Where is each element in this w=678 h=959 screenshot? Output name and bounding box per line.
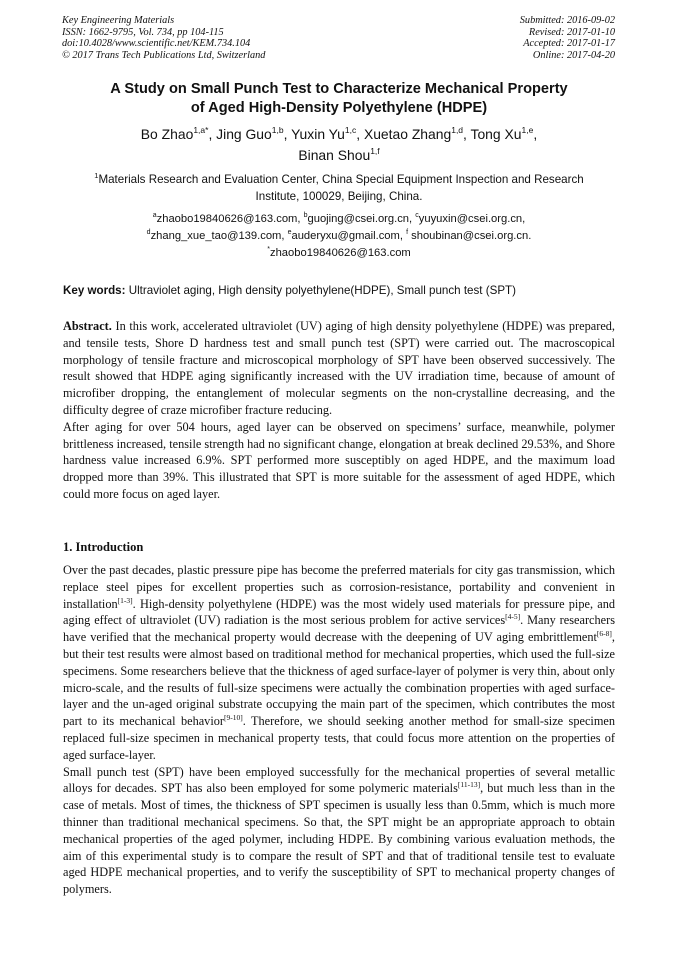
intro-paragraph-1 (63, 562, 615, 764)
abstract-label: Abstract. (63, 319, 112, 333)
email-address[interactable]: zhaobo19840626@163.com, (156, 213, 304, 225)
author-name: Yuxin Yu (291, 126, 345, 142)
journal-name: Key Engineering Materials (62, 15, 175, 26)
author-separator: , (283, 126, 292, 142)
author-line-2 (40, 145, 638, 166)
author-separator: , (463, 126, 471, 142)
intro-text: , but much less than in the case of metals. Most of times, the thickness of SPT specimen is usually less than 0.5mm, which is much more thinner than traditional mechanical specimens. So that, the SPT might be an appropriate approach to obtain mechanical properties of the aged polymer, including HDPE. By combining various evaluation methods, the aim of this experimental study is to compare the result of SPT and that of traditional tensile test to evaluate aged HDPE mechanical properties, and to verify the susceptibility of SPT to mechanical property changes of polymers. (63, 781, 615, 897)
citation-ref[interactable]: [6-8] (596, 629, 612, 639)
citation-ref[interactable]: [1-3] (117, 595, 133, 605)
author-name: Tong Xu (470, 126, 522, 142)
email-line-1 (60, 211, 618, 228)
author-affil-sup: 1,d (451, 125, 464, 135)
email-line-3 (60, 245, 618, 262)
copyright-line: © 2017 Trans Tech Publications Ltd, Switzerland (62, 49, 266, 61)
author-affil-sup: 1,f (370, 145, 380, 156)
title-line-2: of Aged High-Density Polyethylene (HDPE) (190, 100, 488, 116)
affiliation-sup: 1 (94, 171, 99, 180)
abstract-text: In this work, accelerated ultraviolet (UV) aging of high density polyethylene (HDPE) was prepared, and tensile tests, Shore D hardness test and small punch test (SPT) were carried out. The macroscopical morphology of tensile fracture and microscopical morphology of SPT have been observed successively. The result showed that HDPE aging significantly increased with the UV irradiation time, because of amount of microfiber dropping, the entanglement of molecular segments on the non-crystalline decreasing, and the difficulty degree of craze microfiber fracture reducing. (63, 319, 615, 417)
citation-ref[interactable]: [4-5] (505, 612, 521, 622)
author-separator: , (356, 126, 364, 142)
citation-ref[interactable]: [9-10] (223, 713, 243, 723)
email-sup: d (146, 229, 151, 237)
citation-ref[interactable]: [11-13] (457, 780, 481, 790)
email-address[interactable]: auderyxu@gmail.com, (291, 230, 407, 243)
submitted-date: Submitted: 2016-09-02 (519, 15, 615, 26)
abstract-paragraph-1 (63, 318, 615, 419)
intro-text: . Therefore, we should seeking another method for small-size specimen replaced full-size specimen in mechanical property tests, that could focus more attention on the properties of aged surface-layer. (63, 714, 615, 762)
corresponding-sup: * (267, 246, 270, 254)
email-address[interactable]: guojing@csei.org.cn, (307, 213, 416, 225)
email-sup: e (287, 229, 292, 237)
author-affil-sup: 1,a* (193, 125, 209, 135)
intro-text: . High-density polyethylene (HDPE) was the most widely used materials for pressure pipe, and aging effect of ultraviolet (UV) radiation is the most serious problem for active services (63, 596, 615, 628)
title-line-1: A Study on Small Punch Test to Characterize Mechanical Property (110, 81, 568, 97)
email-sup: a (152, 212, 157, 219)
affiliation-line-2: Institute, 100029, Beijing, China. (255, 189, 423, 203)
affiliation (60, 172, 618, 205)
abstract (63, 318, 615, 503)
email-sup: b (303, 212, 308, 219)
author-affil-sup: 1,c (344, 125, 357, 135)
author-separator: , (533, 126, 538, 142)
email-address[interactable]: yuyuxin@csei.org.cn, (418, 213, 526, 225)
email-line-2 (60, 228, 618, 245)
section-heading-introduction: 1. Introduction (63, 540, 144, 554)
intro-text: Over the past decades, plastic pressure pipe has become the preferred materials for city gas transmission, which replace steel pipes for excellent properties such as corrosion-resistance, portability and convenient in installation (63, 563, 615, 611)
author-affil-sup: 1,b (271, 125, 284, 135)
accepted-date: Accepted: 2017-01-17 (523, 38, 615, 50)
intro-paragraph-2 (63, 764, 615, 898)
journal-header-left (62, 15, 265, 61)
affiliation-text: Materials Research and Evaluation Center, China Special Equipment Inspection and Research (98, 173, 584, 186)
email-sup: f (406, 229, 409, 237)
doi-link[interactable]: doi:10.4028/www.scientific.net/KEM.734.104 (62, 38, 251, 50)
online-date: Online: 2017-04-20 (532, 49, 615, 61)
revised-date: Revised: 2017-01-10 (528, 26, 615, 38)
author-separator: , (208, 126, 217, 142)
author-line-1 (40, 124, 638, 145)
intro-text: . Many researchers have verified that the mechanical property would decrease with the deepening of UV aging embrittlement (63, 613, 615, 645)
email-address[interactable]: shoubinan@csei.org.cn. (408, 230, 532, 243)
affiliation-line-1 (60, 172, 618, 189)
intro-text: Small punch test (SPT) have been employed successfully for the mechanical properties of several metallic alloys for decades. SPT has also been employed for some polymeric materials (63, 764, 615, 796)
journal-header-right (520, 15, 615, 61)
author-affil-sup: 1,e (521, 125, 534, 135)
email-sup: c (415, 212, 419, 219)
author-name: Bo Zhao (140, 126, 194, 142)
email-address[interactable]: zhang_xue_tao@139.com, (150, 230, 288, 243)
author-list (40, 124, 638, 165)
abstract-paragraph-2: After aging for over 504 hours, aged layer can be observed on specimens’ surface, meanwhile, polymer brittleness increased, tensile strength had no significant change, elongation at break declined 29.53%, and Shore hardness value increased 6.9%. SPT performed more susceptibly on aged HDPE, and the maximum load dropped more than 39%. This illustrated that SPT is more suitable for the assessment of aged HDPE, which could more focus on aged layer. (63, 419, 615, 501)
paper-title (40, 80, 638, 118)
issn-line: ISSN: 1662-9795, Vol. 734, pp 104-115 (62, 26, 224, 38)
author-name: Binan Shou (298, 146, 371, 163)
keywords-label: Key words: (63, 284, 126, 297)
author-name: Xuetao Zhang (363, 126, 452, 142)
corresponding-email[interactable]: zhaobo19840626@163.com (269, 247, 411, 260)
author-name: Jing Guo (216, 126, 272, 142)
email-list (60, 211, 618, 263)
keywords (63, 283, 615, 299)
keywords-text: Ultraviolet aging, High density polyethylene(HDPE), Small punch test (SPT) (125, 284, 516, 297)
intro-text: , but their test results were almost based on traditional method for mechanical properties, which used the full-size specimens. Some researchers believe that the thickness of aged surface-layer of polymer is very thin, about only micro-scale, and the results of full-size specimens were actually the combination properties with aged surface-layer and the un-aged original substrate occupying the main part of the specimen, which contributes the most part to its mechanical behavior (63, 630, 615, 729)
introduction-body (63, 562, 615, 898)
